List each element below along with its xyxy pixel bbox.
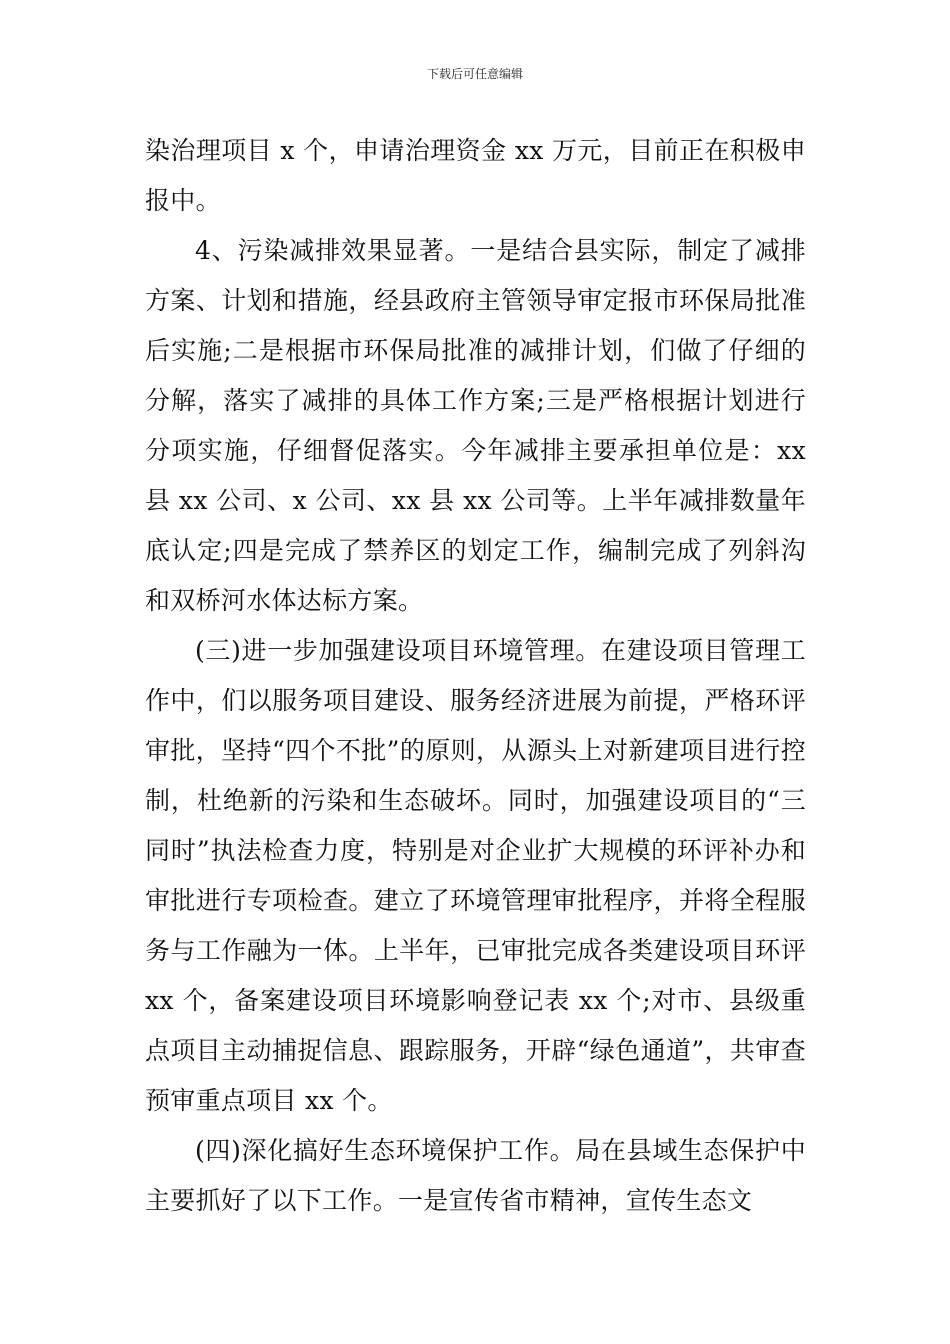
paragraph-continuation: 染治理项目 x 个，申请治理资金 xx 万元，目前正在积极申报中。: [145, 136, 806, 215]
paragraph-emission-reduction: 4、污染减排效果显著。一是结合县实际，制定了减排方案、计划和措施，经县政府主管领导审定报市环保局批准后实施;二是根据市环保局批准的减排计划，们做了仔细的分解，落实了减排的具体工作方案;三是严格根据计划进行分项实施，仔细督促落实。今年减排主要承担单位是：xx 县 xx 公司、x 公司、xx 县 xx 公司等。上半年减排数量年底认定;四是完成了禁养区的划定工作，编制完成了列斜沟和双桥河水体达标方案。: [145, 236, 806, 615]
page-header: 下载后可任意编辑: [426, 67, 523, 81]
document-body: [145, 126, 806, 1226]
paragraph-ecological-protection: (四)深化搞好生态环境保护工作。局在县域生态保护中主要抓好了以下工作。一是宣传省市精神，宣传生态文: [145, 1136, 806, 1215]
paragraph-project-management: (三)进一步加强建设项目环境管理。在建设项目管理工作中，们以服务项目建设、服务经济进展为前提，严格环评审批，坚持“四个不批”的原则，从源头上对新建项目进行控制，杜绝新的污染和生态破坏。同时，加强建设项目的“三同时”执法检查力度，特别是对企业扩大规模的环评补办和审批进行专项检查。建立了环境管理审批程序，并将全程服务与工作融为一体。上半年，已审批完成各类建设项目环评 xx 个，备案建设项目环境影响登记表 xx 个;对市、县级重点项目主动捕捉信息、跟踪服务，开辟“绿色通道”，共审查预审重点项目 xx 个。: [145, 636, 806, 1115]
